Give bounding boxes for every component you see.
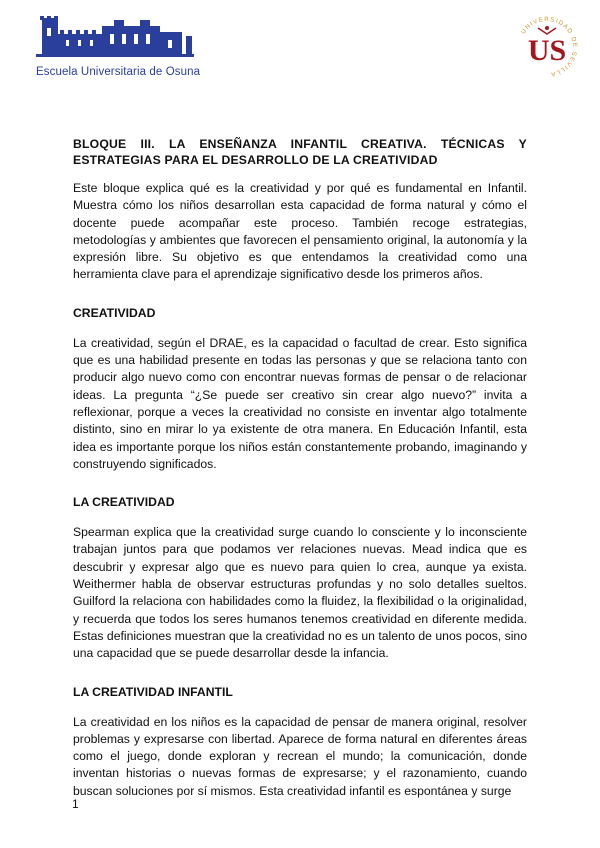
- section-heading-la-creatividad: LA CREATIVIDAD: [73, 495, 175, 510]
- school-logo: [36, 14, 201, 78]
- section-text-creatividad: La creatividad, según el DRAE, es la capacidad o facultad de crear. Esto significa que es una habilidad presente en todas las personas y que se relaciona tanto con producir algo nuevo como con encontrar nuevas formas de pensar o de relacionar ideas. La pregunta “¿Se puede ser creativo sin crear algo nuevo?” invita a reflexionar, porque a veces la creatividad no consiste en inventar algo totalmente distinto, sino en mirar lo ya existente de otra manera. En Educación Infantil, esta idea es importante porque los niños están constantemente probando, imaginando y construyendo significados.: [73, 335, 527, 471]
- page-number: 1: [72, 797, 79, 811]
- seal-monogram: US: [527, 34, 567, 67]
- section-text-creatividad-infantil: La creatividad en los niños es la capacidad de pensar de manera original, resolver problemas y expresarse con libertad. Aparece de forma natural en diferentes áreas como el juego, donde exploran y recrean el mundo; la comunicación, donde inventan historias o nuevas formas de expresarse; y el razonamiento, cuando buscan soluciones por sí mismos. Esta creatividad infantil es espontánea y surge: [73, 714, 527, 798]
- castle-logo-icon: [36, 14, 196, 64]
- university-seal: [514, 14, 580, 80]
- university-seal-icon: [514, 14, 580, 80]
- seal-ring-text: UNIVERSIDAD DE SEVILLA: [519, 15, 579, 78]
- school-logo-caption: Escuela Universitaria de Osuna: [36, 66, 201, 78]
- document-title: BLOQUE III. LA ENSEÑANZA INFANTIL CREATIVA. TÉCNICAS Y ESTRATEGIAS PARA EL DESARROLLO DE LA CREATIVIDAD: [73, 137, 527, 167]
- intro-paragraph: Este bloque explica qué es la creatividad y por qué es fundamental en Infantil. Muestra cómo los niños desarrollan esta capacidad de forma natural y cómo el docente puede acompañar este proceso. También recoge estrategias, metodologías y ambientes que favorecen el pensamiento original, la autonomía y la expresión libre. Su objetivo es que entendamos la creatividad como una herramienta clave para el aprendizaje significativo desde los primeros años.: [73, 181, 527, 282]
- section-heading-creatividad: CREATIVIDAD: [73, 305, 156, 320]
- section-heading-creatividad-infantil: LA CREATIVIDAD INFANTIL: [73, 684, 233, 699]
- section-text-la-creatividad: Spearman explica que la creatividad surge cuando lo consciente y lo inconsciente trabajan juntos para que podamos ver relaciones nuevas. Mead indica que es descubrir y expresar algo que es nuevo para quien lo crea, aunque ya exista. Weithermer habla de observar estructuras profundas y no solo detalles sueltos. Guilford la relaciona con habilidades como la fluidez, la flexibilidad o la originalidad, y recuerda que todos los seres humanos tenemos creatividad en diferente medida. Estas definiciones muestran que la creatividad no es un talento de unos pocos, sino una capacidad que se puede desarrollar desde la infancia.: [73, 525, 527, 661]
- page-header: [0, 0, 600, 90]
- document-body: [73, 137, 527, 800]
